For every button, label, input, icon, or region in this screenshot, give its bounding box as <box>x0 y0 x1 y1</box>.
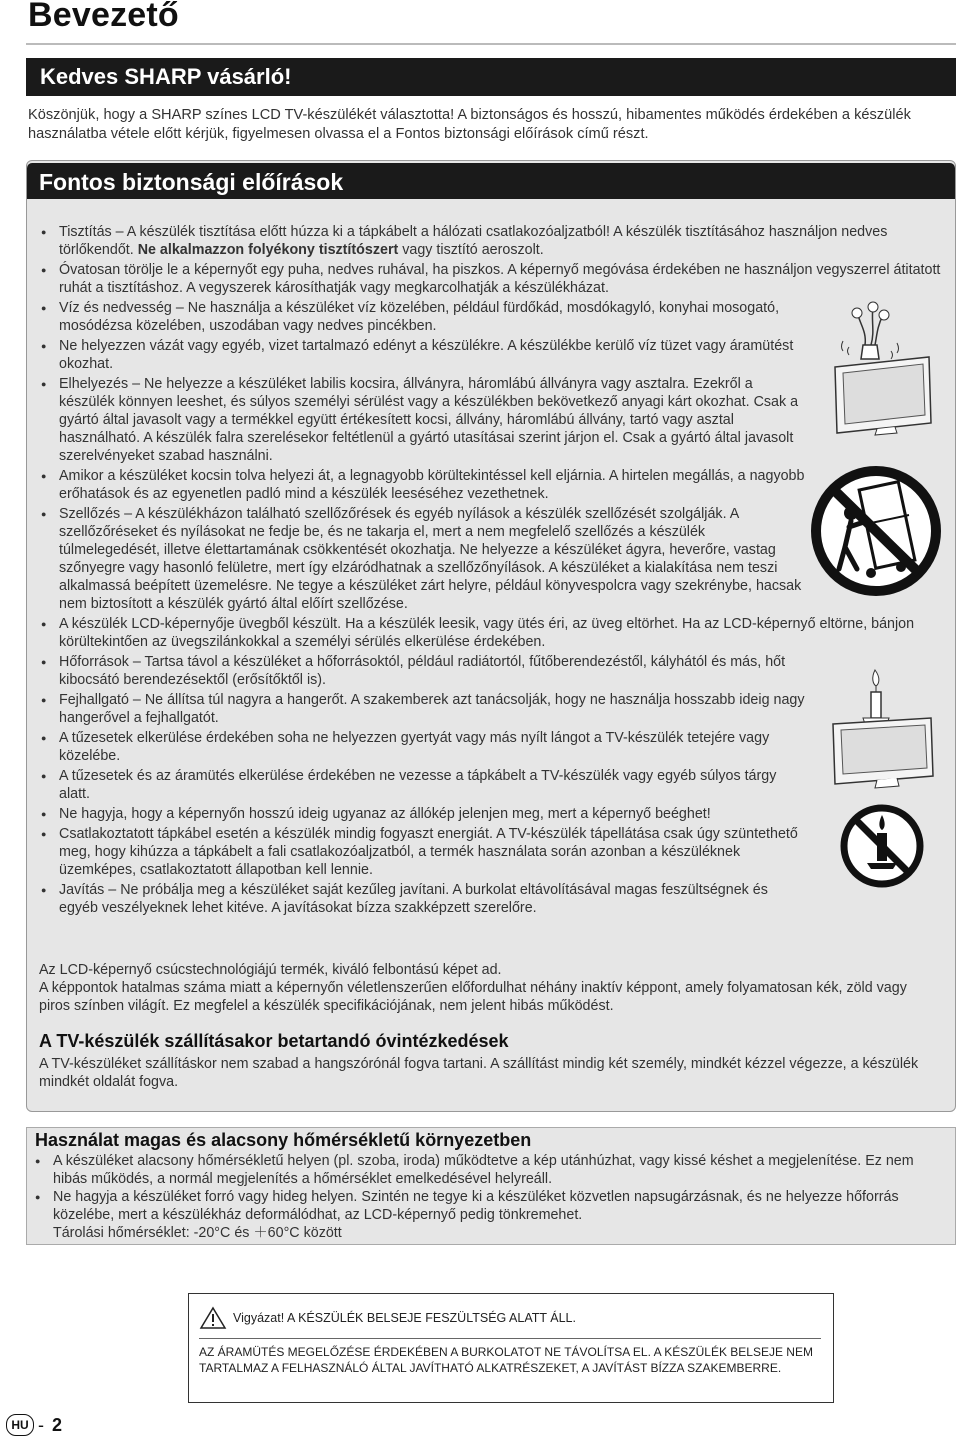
language-badge: HU <box>6 1414 34 1436</box>
list-item: ● Fejhallgató – Ne állítsa túl nagyra a hangerőt. A szakemberek azt tanácsolják, hogy ne használja hosszabb ideig nagy hangerővel a fejhallgatót. <box>35 691 805 727</box>
list-item: ● A tűzesetek és az áramütés elkerülése érdekében ne vezesse a tápkábelt a TV-készülék vagy egyéb súlyos tárgy alatt. <box>35 767 805 803</box>
warning-heading: Vigyázat! A KÉSZÜLÉK BELSEJE FESZÜLTSÉG ALATT ÁLL. <box>233 1311 576 1325</box>
list-item: ● A készülék LCD-képernyője üvegből készült. Ha a készülék leesik, vagy ütés éri, az üveg eltörhet. Ha az LCD-képernyő eltörne, bánjon körültekintően az üvegszilánkokkal a személyi sérülés elkerülése érdekében. <box>35 615 959 651</box>
page-title: Bevezető <box>28 0 179 34</box>
footer-separator: - <box>38 1414 44 1435</box>
warning-heading-row <box>199 1306 576 1330</box>
transport-text: A TV-készüléket szállításkor nem szabad a hangszórónál fogva tartani. A szállítást mindig két személy, mindkét kézzel végezze, a készülék mindkét oldalát fogva. <box>39 1056 919 1090</box>
warning-body: AZ ÁRAMÜTÉS MEGELŐZÉSE ÉRDEKÉBEN A BURKOLATOT NE TÁVOLÍTSA EL. A KÉSZÜLÉK BELSEJE NEM TARTALMAZ A FELHASZNÁLÓ ÁLTAL JAVÍTHATÓ ALKATRÉSZEKET, A JAVÍTÁST BÍZZA SZAKEMBERRE. <box>199 1345 813 1375</box>
list-item: ● Víz és nedvesség – Ne használja a készüléket víz közelében, például fürdőkád, mosdókagyló, konyhai mosogató, mosódézsa közelében, uszodában vagy nedves pincékben. <box>35 299 805 335</box>
list-item: ● Amikor a készüléket kocsin tolva helyezi át, a legnagyobb körültekintéssel kell eljárnia. A hirtelen megállás, a nagyobb erőhatások és az egyenetlen padló mind a készülék leeséséhez vezethetnek. <box>35 467 805 503</box>
temperature-heading: Használat magas és alacsony hőmérsékletű környezetben <box>35 1130 532 1150</box>
safety-list <box>35 223 941 919</box>
title-rule <box>26 43 956 45</box>
list-item: ● Csatlakoztatott tápkábel esetén a készülék mindig fogyaszt energiát. A TV-készülék tápellátása csak úgy szüntethető meg, hogy kihúzza a tápkábelt a fali csatlakozóaljzatból, a termék használata során azonban a készüléknek üzemképes, csatlakoztatott állapotban kell lennie. <box>35 825 805 879</box>
list-item: ● Szellőzés – A készülékházon található szellőzőrések és egyéb nyílások a készülék szellőzését szolgálják. A szellőzőréseket és nyílásokat ne fedje be, és ne takarja el, mert a nem megfelelő szellőzés a készülék túlmelegedését, illetve élettartamának csökkentését okozhatja. Ne helyezze a készüléket ágyra, heverőre, vastag szőnyegre vagy hasonló felületre, mert így elzáródhatnak a szellőzőnyílások. A készüléket a kialakítása nem teszi alkalmassá beépített üzemelésre. Ne tegye a készüléket zárt helyre, például könyvespolcra vagy szekrénybe, hacsak nem biztosított a készülék gyártó által előírt szellőzése. <box>35 505 805 613</box>
intro-paragraph: Köszönjük, hogy a SHARP színes LCD TV-készülékét választotta! A biztonságos és hosszú, hibamentes működés érdekében a készülék használatba vétele előtt kérjük, figyelmesen olvassa el a Fontos biztonsági előírások című részt. <box>28 107 911 142</box>
transport-heading: A TV-készülék szállításakor betartandó óvintézkedések <box>39 1031 509 1051</box>
no-cart-icon <box>809 461 944 601</box>
vase-on-tv-icon <box>817 301 947 441</box>
list-item: ● Ne hagyja, hogy a képernyőn hosszú ideig ugyanaz az állókép jelenjen meg, mert a képernyő beéghet! <box>35 805 805 823</box>
safety-section <box>26 160 956 1112</box>
temperature-list <box>27 1152 947 1224</box>
list-item: ● Javítás – Ne próbálja meg a készüléket saját kezűleg javítani. A burkolat eltávolításával magas feszültségnek és egyéb veszélyeknek lehet kitéve. A javításokat bízza szakképzett szerelőre. <box>35 881 805 917</box>
page-number: 2 <box>52 1414 63 1435</box>
section-heading-dear-customer: Kedves SHARP vásárló! <box>26 58 956 96</box>
list-item: ● Ne hagyja a készüléket forró vagy hideg helyen. Szintén ne tegye ki a készüléket közvetlen napsugárzásnak, és ne helyezze hőforrás közelébe, mert a készülékház deformálódhat, az LCD-képernyő pedig tönkremehet. <box>27 1188 947 1224</box>
storage-temperature: Tárolási hőmérséklet: -20°C és ＋60°C között <box>53 1225 342 1241</box>
list-item: ● Elhelyezés – Ne helyezze a készüléket labilis kocsira, állványra, háromlábú állványra vagy asztalra. Ezekről a készülék könnyen leeshet, és súlyos személyi sérülést vagy a készülékben bekövetkező anyagi kárt okozhat. Csak a gyártó által javasolt vagy a termékkel együtt értékesített kocsi, állvány, háromlábú állvány, tartó vagy asztal használható. A készülék falra szerelésekor feltétlenül a gyártó utasításai szerint járjon el. Csak a gyártó által javasolt szerelvényeket szabad használni. <box>35 375 805 465</box>
page-footer <box>6 1414 62 1436</box>
list-item: ● Hőforrások – Tartsa távol a készüléket a hőforrásoktól, például radiátortól, fűtőberendezéstől, kályhától és más, hőt kibocsátó berendezésektől (erősítőktől is). <box>35 653 805 689</box>
list-item: ● A tűzesetek elkerülése érdekében soha ne helyezzen gyertyát vagy más nyílt lángot a TV-készülék tetejére vagy közelébe. <box>35 729 805 765</box>
list-item: ● Óvatosan törölje le a képernyőt egy puha, nedves ruhával, ha piszkos. A képernyő megóvása érdekében ne használjon vegyszerrel átitatott ruhát a tisztításhoz. A vegyszerek károsíthatják vagy megkarcolhatják a készülékházat. <box>35 261 959 297</box>
temperature-section <box>26 1127 956 1245</box>
list-item-cleaning <box>35 223 959 259</box>
cleaning-text: Tisztítás – A készülék tisztítása előtt húzza ki a tápkábelt a hálózati csatlakozóaljzatból! A készülék tisztításához használjon nedves törlőkendőt. <box>59 224 888 258</box>
no-candle-icon <box>837 801 927 891</box>
list-item: ● Ne helyezzen vázát vagy egyéb, vizet tartalmazó edényt a készülékre. A készülékbe kerülő víz tüzet vagy áramütést okozhat. <box>35 337 805 373</box>
candle-on-tv-icon <box>817 666 947 791</box>
safety-heading: Fontos biztonsági előírások <box>27 163 955 199</box>
warning-triangle-icon <box>199 1306 227 1330</box>
list-item: ● A készüléket alacsony hőmérsékletű helyen (pl. szoba, iroda) működtetve a kép utánhúzhat, vagy kissé késhet a megjelenítése. Ez nem hibás működés, a normál megjelenítés a hőmérséklet emelkedésével helyreáll. <box>27 1152 947 1188</box>
cleaning-bold-text: Ne alkalmazzon folyékony tisztítószert <box>137 242 399 258</box>
warning-divider <box>199 1338 821 1339</box>
cleaning-tail-text: vagy tisztító aeroszolt. <box>398 242 544 258</box>
warning-box <box>188 1293 834 1403</box>
lcd-notice: Az LCD-képernyő csúcstechnológiájú termék, kiváló felbontású képet ad. A képpontok hatalmas száma miatt a képernyőn véletlenszerűen előfordulhat néhány inaktív képpont, amely folyamatosan kék, zöld vagy piros színben világít. Ez megfelel a készülék specifikációjának, nem jelent hibás működést. <box>39 962 907 1014</box>
